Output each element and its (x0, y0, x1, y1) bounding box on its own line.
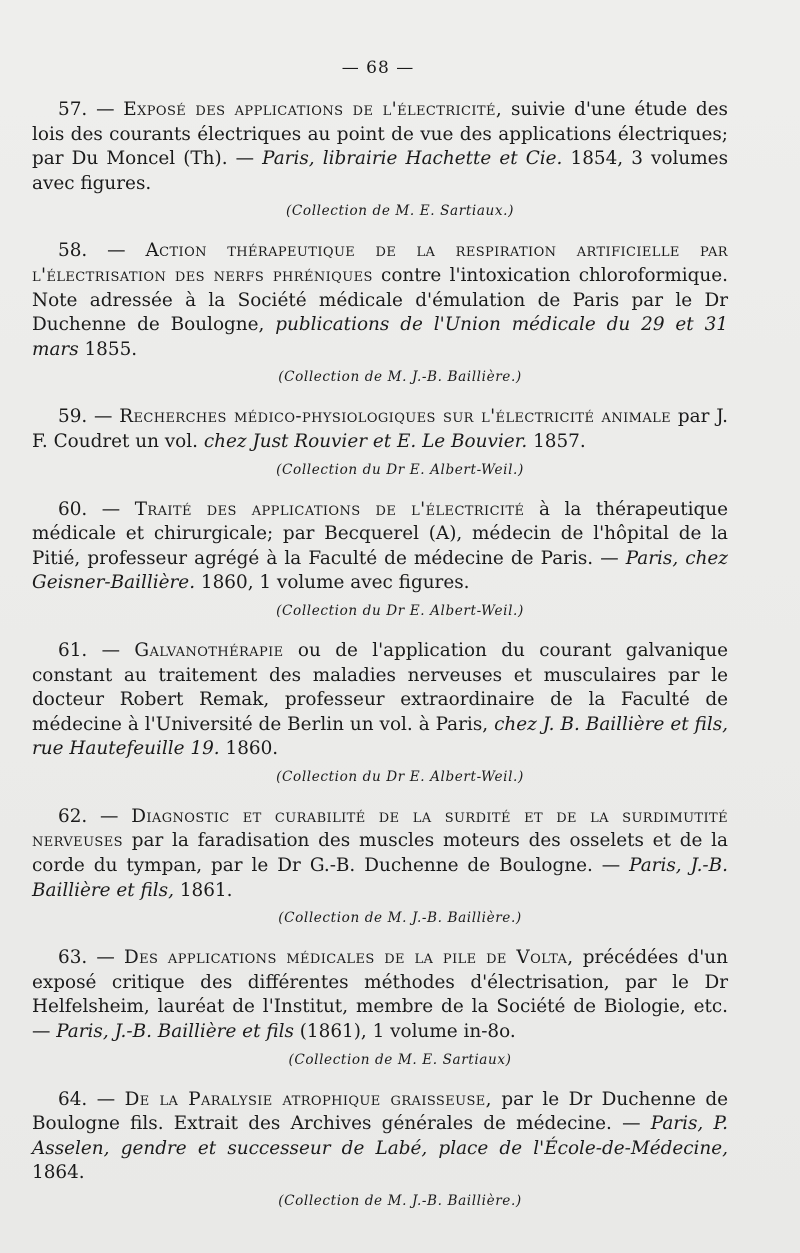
bibliography-entry-64 (32, 1088, 728, 1209)
entry-title: Traité des applications de l'électricité (134, 498, 525, 520)
entry-publisher: Paris, J.-B. Baillière et fils (56, 1021, 294, 1043)
entry-collection: (Collection de M. E. Sartiaux.) (286, 203, 514, 220)
entry-publisher: Paris, J.-B. Baillière et fils, (32, 855, 728, 901)
entry-publisher: Paris, P. Asselen, gendre et successeur de Labé, place de l'École-de-Médecine, (32, 1113, 729, 1159)
entry-description: contre l'intoxication chloroformique. Note adressée à la Société médicale d'émulation de Paris par le Dr Duchenne de Boulogne, (32, 264, 728, 336)
entry-date: 1860, 1 volume avec figures. (195, 572, 470, 594)
entry-description: ou de l'application du courant galvanique constant au traitement des maladies nerveuses et musculaires par le docteur Robert Remak, professeur extraordinaire de la Faculté de médecine à l'Université de Berlin un vol. à Paris, (32, 639, 728, 735)
entry-title: Action thérapeutique de la respiration artificielle par l'électrisation des nerfs phréniques (32, 240, 728, 286)
bibliography-entry-62 (32, 805, 728, 926)
entry-collection: (Collection du Dr E. Albert-Weil.) (276, 768, 524, 785)
entry-title: Des applications médicales de la pile de Volta, (124, 947, 574, 969)
entry-title: Exposé des applications de l'électricité, (123, 99, 503, 120)
bibliography-list (32, 98, 728, 1229)
entry-collection: (Collection de M. J.-B. Baillière.) (278, 369, 522, 386)
entry-number: 60. — (58, 498, 121, 520)
entry-text (32, 805, 728, 903)
entry-date: 1857. (527, 430, 586, 452)
entry-publisher: publications de l'Union médicale du 29 et 31 mars (32, 314, 728, 360)
entry-text (32, 239, 728, 362)
entry-text (32, 498, 728, 596)
entry-description: par J. F. Coudret un vol. (32, 406, 729, 452)
entry-title: Recherches médico-physiologiques sur l'électricité animale (119, 406, 672, 428)
bibliography-entry-60 (32, 498, 728, 619)
bibliography-entry-59 (32, 405, 728, 477)
entry-collection: (Collection de M. J.-B. Baillière.) (278, 910, 522, 927)
entry-number: 58. — (58, 240, 126, 262)
entry-title: De la Paralysie atrophique graisseuse, (124, 1088, 492, 1110)
bibliography-entry-57 (32, 98, 728, 219)
entry-text (32, 1088, 728, 1186)
entry-date: 1864. (32, 1162, 85, 1184)
entry-publisher: Paris, chez Geisner-Baillière. (32, 547, 728, 594)
entry-collection: (Collection de M. J.-B. Baillière.) (278, 1193, 522, 1209)
entry-collection: (Collection du Dr E. Albert-Weil.) (276, 461, 524, 478)
entry-number: 59. — (58, 406, 113, 428)
entry-collection: (Collection du Dr E. Albert-Weil.) (276, 602, 524, 619)
entry-date: 1855. (78, 338, 138, 360)
entry-text (32, 946, 728, 1044)
entry-title: Galvanothérapie (134, 639, 284, 661)
entry-description: précédées d'un exposé critique des différentes méthodes d'électrisation, par le Dr Helfelsheim, lauréat de l'Institut, membre de la Société de Biologie, etc. — (32, 947, 728, 1043)
bibliography-entry-58 (32, 239, 728, 385)
entry-description: par la faradisation des muscles moteurs des osselets et de la corde du tympan, par le Dr G.-B. Duchenne de Boulogne. — (32, 830, 728, 877)
entry-number: 62. — (58, 805, 119, 827)
entry-text (32, 405, 728, 454)
entry-number: 64. — (58, 1088, 116, 1110)
entry-date: 1860. (219, 738, 279, 760)
entry-collection: (Collection de M. E. Sartiaux) (288, 1051, 512, 1068)
entry-publisher: Paris, librairie Hachette et Cie. (262, 148, 563, 170)
entry-number: 57. — (58, 99, 115, 120)
entry-date: (1861), 1 volume in-8o. (293, 1021, 516, 1043)
entry-date: 1854, 3 volumes avec figures. (32, 148, 729, 194)
entry-description: à la thérapeutique médicale et chirurgicale; par Becquerel (A), médecin de l'hôpital de la Pitié, professeur agrégé à la Faculté de médecine de Paris. — (32, 498, 728, 569)
bibliography-entry-61 (32, 639, 728, 785)
entry-text (32, 98, 728, 196)
bibliography-entry-63 (32, 946, 728, 1067)
entry-date: 1861. (173, 879, 233, 901)
entry-number: 63. — (58, 947, 115, 969)
entry-publisher: chez J. B. Baillière et fils, rue Hautefeuille 19. (32, 713, 728, 760)
entry-number: 61. — (58, 639, 121, 661)
entry-publisher: chez Just Rouvier et E. Le Bouvier. (203, 430, 528, 452)
entry-description: suivie d'une étude des lois des courants électriques au point de vue des applications électriques; par Du Moncel (Th). — (32, 99, 728, 170)
entry-title: Diagnostic et curabilité de la surdité et de la surdimutité nerveuses (32, 805, 728, 852)
entry-text (32, 639, 728, 762)
page-number: — 68 — (341, 58, 415, 78)
entry-description: par le Dr Duchenne de Boulogne fils. Extrait des Archives générales de médecine. — (32, 1088, 728, 1135)
